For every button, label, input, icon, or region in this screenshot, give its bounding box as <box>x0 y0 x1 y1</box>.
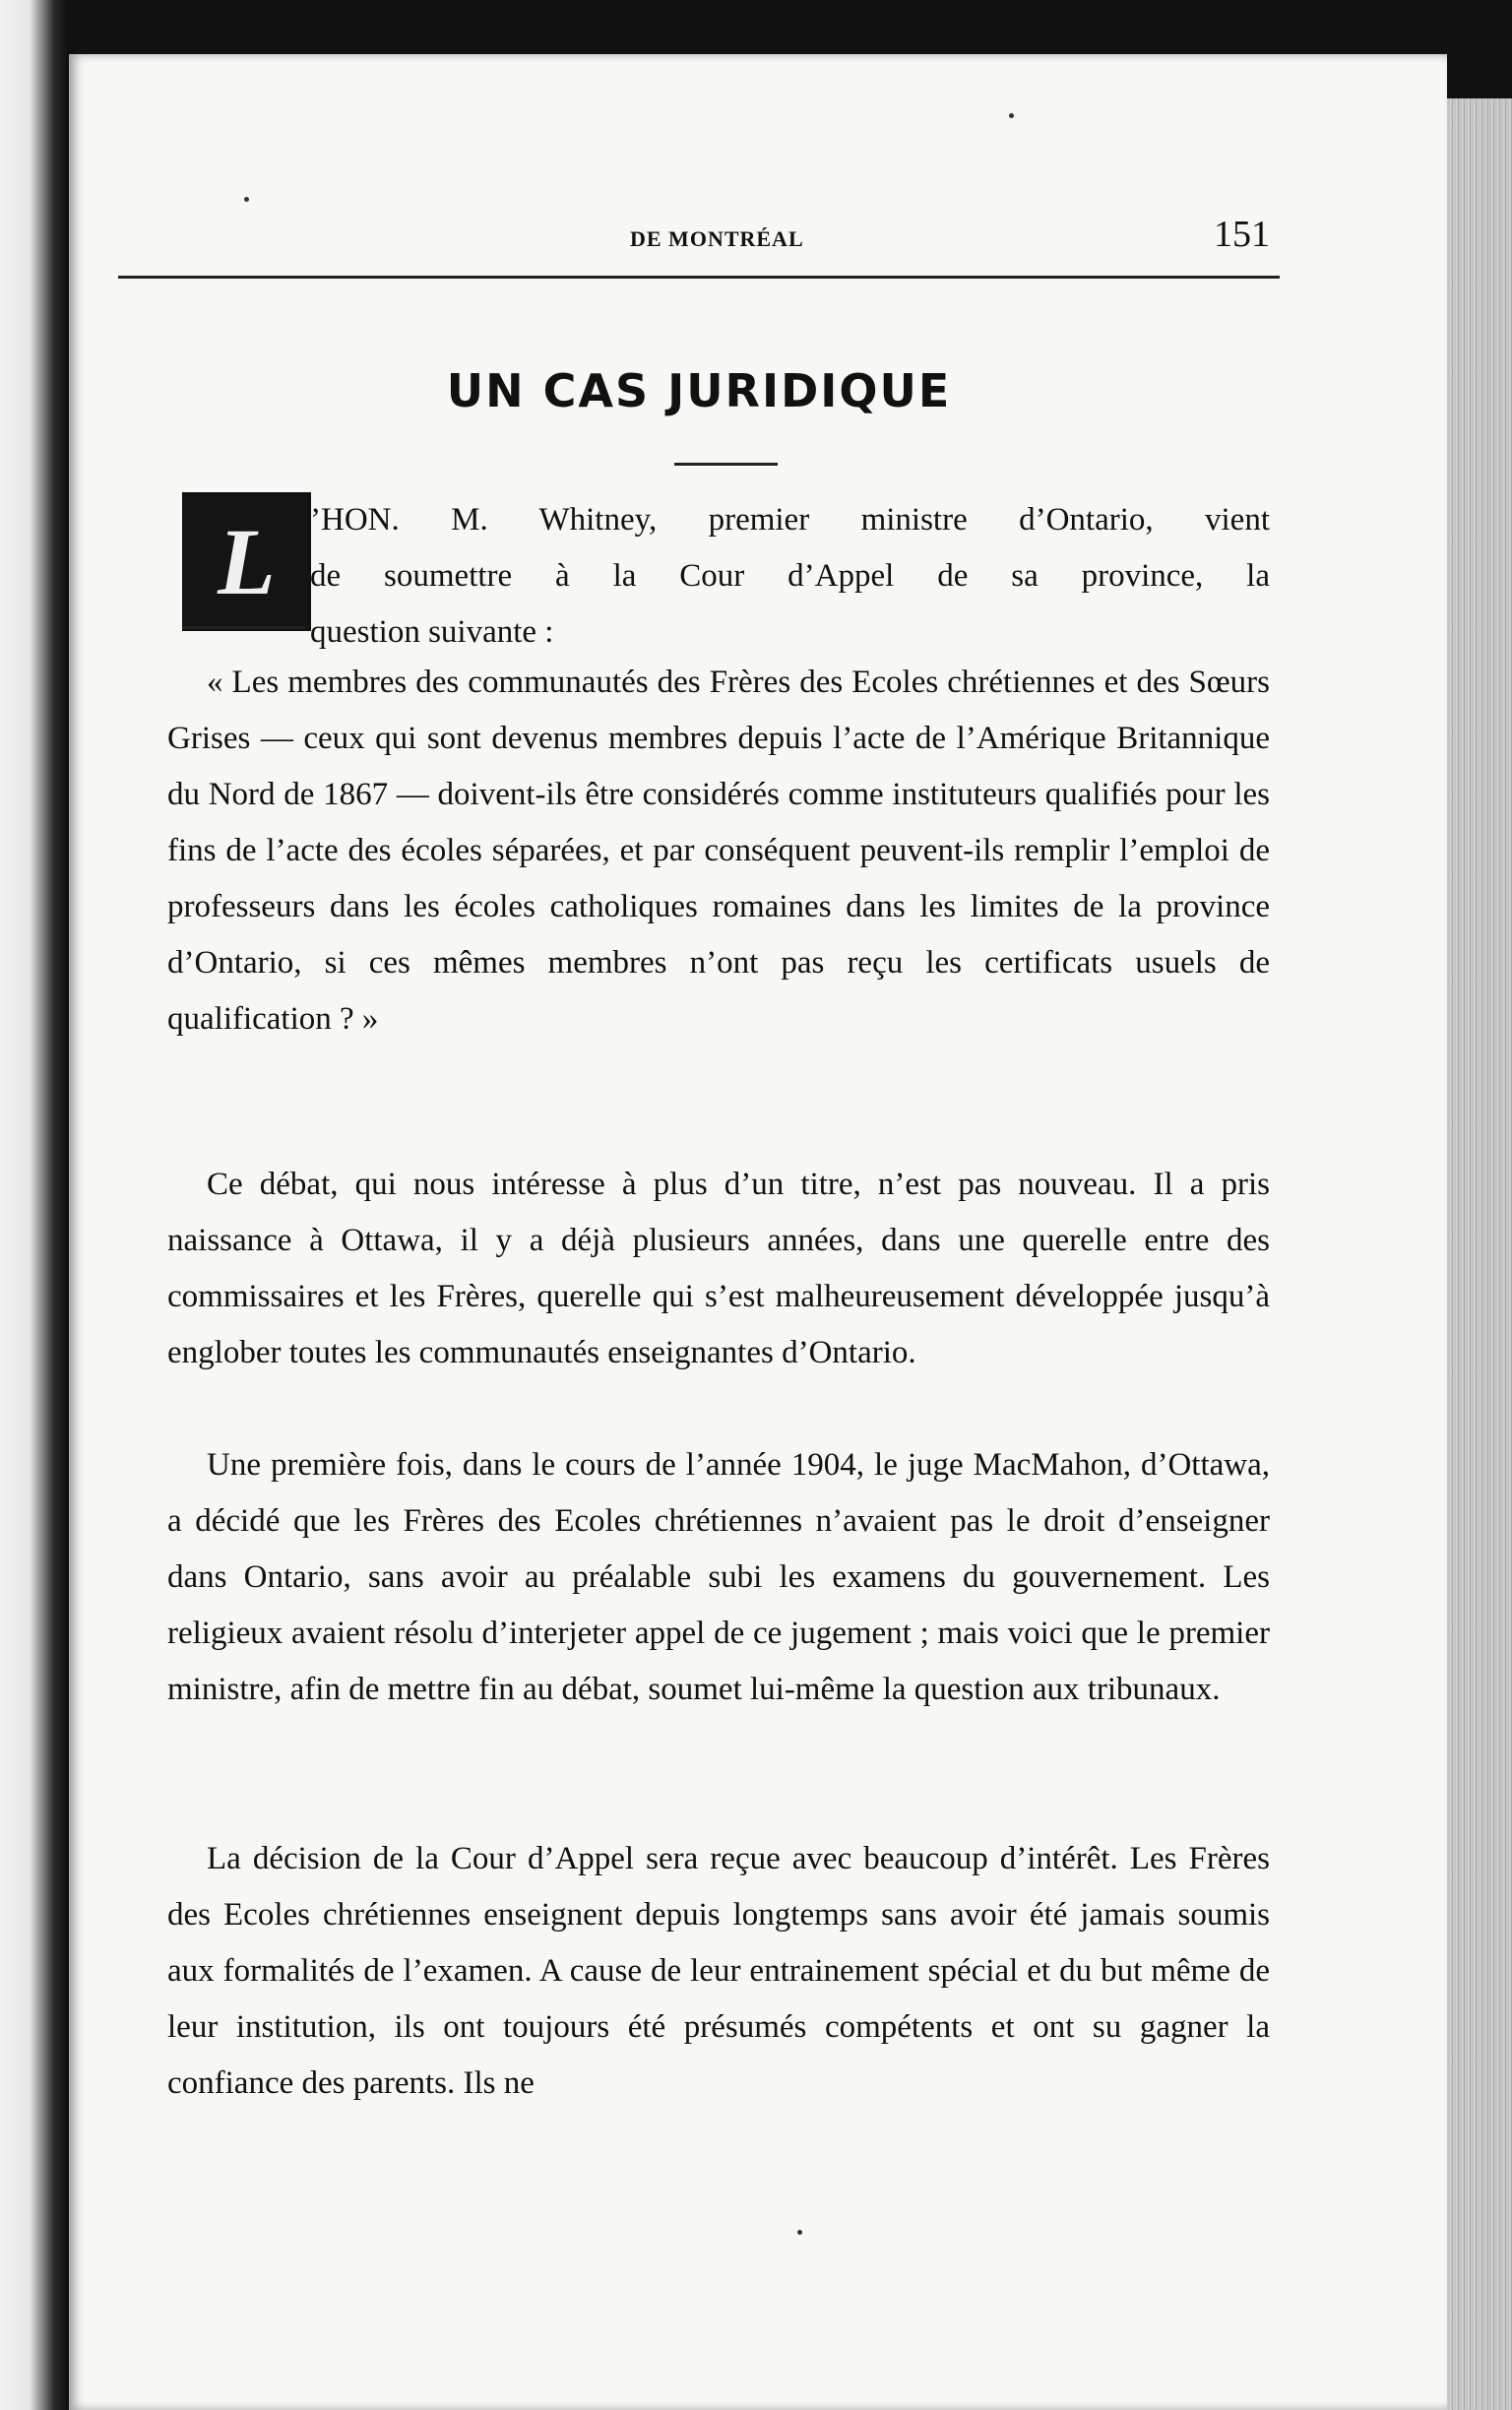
paragraph: La décision de la Cour d’Appel sera reçue avec beaucoup d’intérêt. Les Frères des Ecoles chrétiennes enseignent depuis longtemps sans avoir été jamais soumis aux formalités de l’examen. A cause de leur entrainement spécial et du but même de leur institution, ils ont toujours été présumés compétents et ont su gagner la confiance des parents. Ils ne <box>167 1841 1270 2101</box>
paragraph-line: question suivante : <box>310 614 554 650</box>
opening-paragraph <box>167 492 1270 661</box>
left-page-edge <box>0 0 69 2410</box>
paragraph-line: ’HON. M. Whitney, premier ministre d’Ontario, vient <box>310 502 1270 538</box>
article-title: UN CAS JURIDIQUE <box>446 364 952 417</box>
page-number: 151 <box>1214 214 1270 255</box>
title-rule <box>674 463 778 466</box>
running-head: DE MONTRÉAL <box>630 226 804 251</box>
ornamental-dropcap: L <box>182 492 311 631</box>
paragraph-line: de soumettre à la Cour d’Appel de sa province, la <box>310 558 1270 594</box>
paragraph: Ce débat, qui nous intéresse à plus d’un titre, n’est pas nouveau. Il a pris naissance à Ottawa, il y a déjà plusieurs années, dans une querelle entre des commissaires et les Frères, querelle qui s’est malheureusement développée jusqu’à englober toutes les communautés enseignantes d’Ontario. <box>167 1167 1270 1370</box>
page-stack-edge <box>1447 98 1512 2410</box>
page-header <box>118 167 1280 256</box>
header-rule <box>118 276 1280 279</box>
speck <box>797 2230 802 2235</box>
paragraph: Une première fois, dans le cours de l’année 1904, le juge MacMahon, d’Ottawa, a décidé que les Frères des Ecoles chrétiennes n’avaient pas le droit d’enseigner dans Ontario, sans avoir au préalable subi les examens du gouvernement. Les religieux avaient résolu d’interjeter appel de ce jugement ; mais voici que le premier ministre, afin de mettre fin au débat, soumet lui-même la question aux tribunaux. <box>167 1447 1270 1707</box>
speck <box>1009 113 1014 118</box>
quoted-question: « Les membres des communautés des Frères des Ecoles chrétiennes et des Sœurs Grises — ceux qui sont devenus membres depuis l’acte de l’Amérique Britannique du Nord de 1867 — doivent-ils être considérés comme instituteurs qualifiés pour les fins de l’acte des écoles séparées, et par conséquent peuvent-ils remplir l’emploi de professeurs dans les écoles catholiques romaines dans les limites de la province d’Ontario, si ces mêmes membres n’ont pas reçu les certificats usuels de qualification ? » <box>167 665 1270 1037</box>
